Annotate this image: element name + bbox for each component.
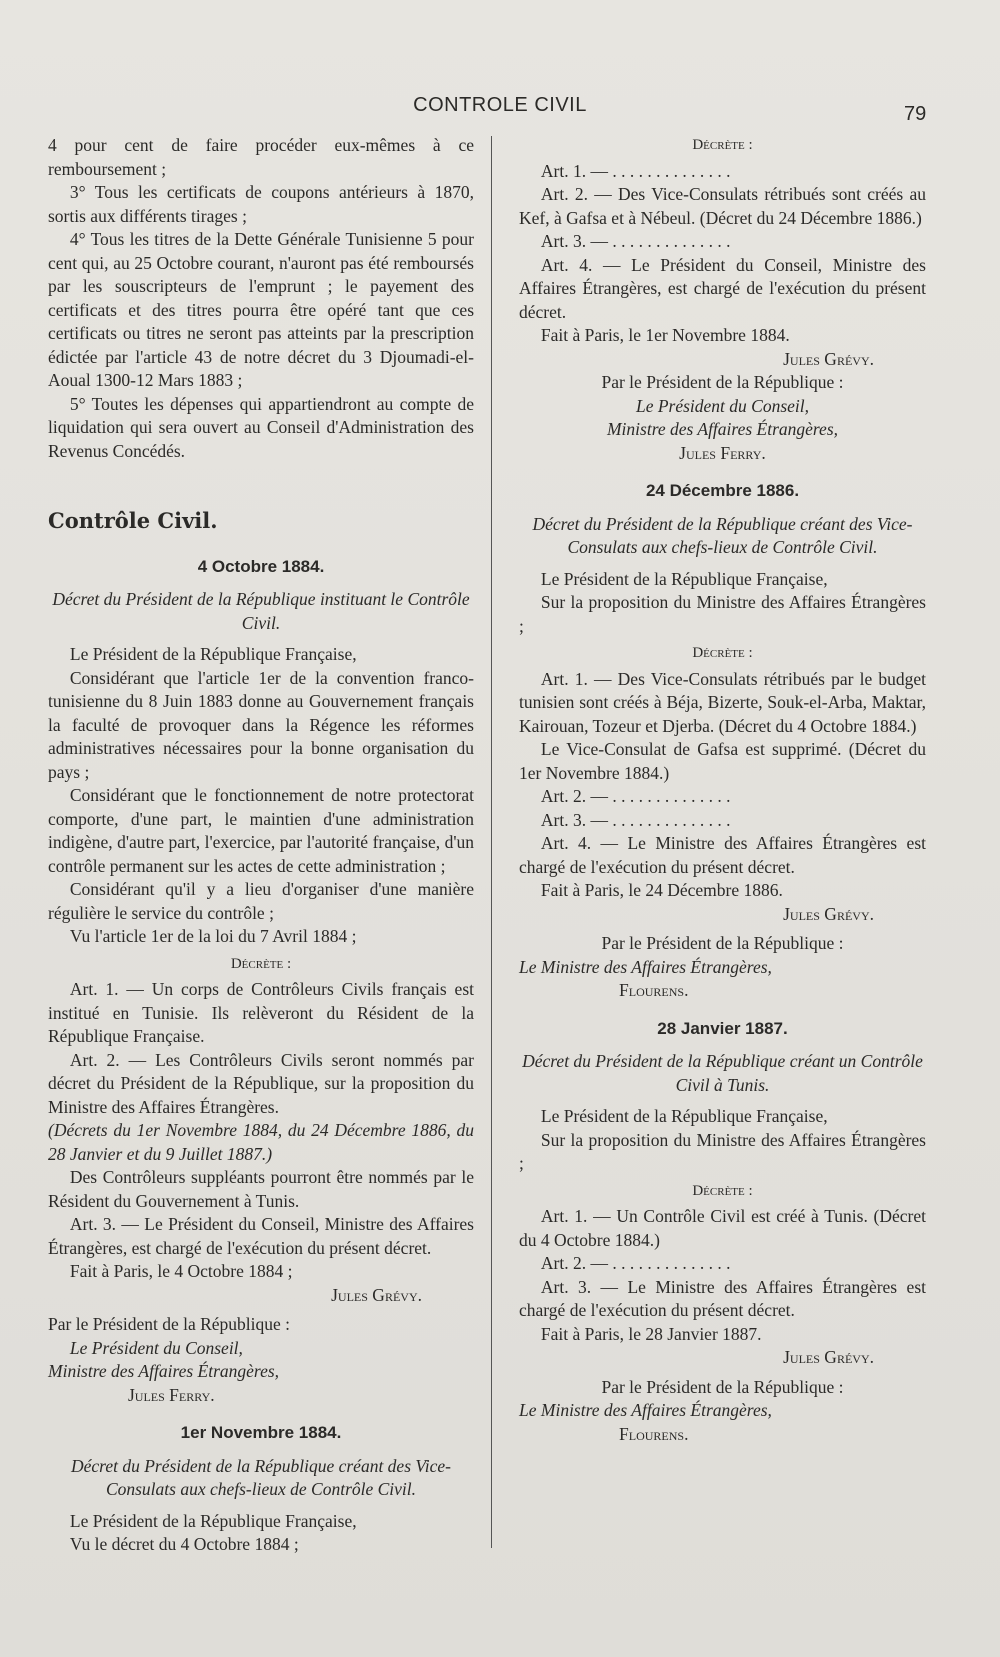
section-title: Contrôle Civil. <box>48 508 218 533</box>
decree-subtitle: Décret du Président de la République créant un Contrôle Civil à Tunis. <box>522 1051 923 1095</box>
paragraph: Vu l'article 1er de la loi du 7 Avril 1884 ; <box>69 926 357 946</box>
paragraph: Sur la proposition du Ministre des Affaires Étrangères ; <box>519 1129 926 1173</box>
left-column <box>48 134 474 1557</box>
signatory-role: Le Ministre des Affaires Étrangères, <box>519 956 772 977</box>
paragraph: 5° Toutes les dépenses qui appartiendront au compte de liquidation qui sera ouvert au Conseil d'Administration des Revenus Concédés. <box>48 393 474 461</box>
paragraph: Vu le décret du 4 Octobre 1884 ; <box>69 1534 299 1554</box>
decree-date: 24 Décembre 1886. <box>645 481 800 500</box>
signature: Flourens. <box>619 980 689 1000</box>
paragraph: Considérant qu'il y a lieu d'organiser d'une manière régulière le service du contrôle ; <box>48 879 474 923</box>
article: Art. 1. — Un Contrôle Civil est créé à Tunis. (Décret du 4 Octobre 1884.) <box>519 1206 926 1250</box>
dated-line: Fait à Paris, le 28 Janvier 1887. <box>540 1323 762 1344</box>
decree-subtitle: Décret du Président de la République créant des Vice-Consulats aux chefs-lieux de Contrôle Civil. <box>532 513 913 557</box>
decrete-heading: Décrète : <box>692 645 753 661</box>
paragraph: Par le Président de la République : <box>48 1314 291 1334</box>
article-reference: (Décrets du 1er Novembre 1884, du 24 Décembre 1886, du 28 Janvier et du 9 Juillet 1887.) <box>48 1120 474 1164</box>
signature: Jules Grévy. <box>783 1347 874 1367</box>
signature: Jules Grévy. <box>783 348 874 369</box>
decrete-heading: Décrète : <box>692 1182 753 1199</box>
paragraph: 4° Tous les titres de la Dette Générale Tunisienne 5 pour cent qui, au 25 Octobre courant, n'auront pas été remboursés par les souscripteurs de l'emprunt ; le payement des certificats et des titres pourra être opéré tant que ces certificats ou titres ne seront pas atteints par la prescription édictée par l'article 43 de notre décret du 3 Djoumadi-el-Aoual 1300-12 Mars 1883 ; <box>48 229 474 390</box>
paragraph: Le Président de la République Française, <box>540 568 828 589</box>
signatory-role: Ministre des Affaires Étrangères, <box>606 419 839 439</box>
paragraph: Le Président de la République Française, <box>540 1106 828 1126</box>
paragraph: Considérant que l'article 1er de la convention franco-tunisienne du 8 Juin 1883 donne au Gouvernement français la faculté de provoquer dans la Régence les réformes administratives nécessaires pour la bonne organisation du pays ; <box>48 667 474 782</box>
paragraph: Le Président de la République Française, <box>69 1510 357 1531</box>
article: Art. 2. — . . . . . . . . . . . . . . <box>540 786 731 806</box>
dated-line: Fait à Paris, le 4 Octobre 1884 ; <box>69 1261 293 1281</box>
paragraph: Par le Président de la République : <box>601 1376 844 1397</box>
article: Art. 1. — . . . . . . . . . . . . . . <box>540 160 731 181</box>
dated-line: Fait à Paris, le 24 Décembre 1886. <box>540 880 783 900</box>
paragraph: 3° Tous les certificats de coupons antérieurs à 1870, sortis aux différents tirages ; <box>48 182 474 226</box>
article: Art. 4. — Le Ministre des Affaires Étrangères est chargé de l'exécution du présent décret. <box>519 833 926 877</box>
signatory-role: Ministre des Affaires Étrangères, <box>48 1361 280 1381</box>
decrete-heading: Décrète : <box>692 137 753 153</box>
article: Art. 1. — Des Vice-Consulats rétribués par le budget tunisien sont créés à Béja, Bizerte, Souk-el-Arba, Maktar, Kairouan, Tozeur et Djerba. (Décret du 4 Octobre 1884.) <box>519 668 926 736</box>
decree-date: 1er Novembre 1884. <box>180 1423 342 1442</box>
decree-date: 28 Janvier 1887. <box>657 1018 788 1038</box>
article: Art. 4. — Le Président du Conseil, Ministre des Affaires Étrangères, est chargé de l'exécution du présent décret. <box>519 254 926 322</box>
article: Art. 2. — Des Vice-Consulats rétribués sont créés au Kef, à Gafsa et à Nébeul. (Décret du 24 Décembre 1886.) <box>519 184 926 228</box>
article: Art. 3. — . . . . . . . . . . . . . . <box>540 809 731 830</box>
column-divider <box>491 136 492 1548</box>
article: Art. 2. — . . . . . . . . . . . . . . <box>540 1253 731 1273</box>
paragraph: Des Contrôleurs suppléants pourront être nommés par le Résident du Gouvernement à Tunis. <box>48 1167 474 1211</box>
right-column <box>519 134 926 1446</box>
signature: Jules Grévy. <box>331 1284 422 1305</box>
article: Art. 2. — Les Contrôleurs Civils seront nommés par décret du Président de la République, sur la proposition du Ministre des Affaires Étrangères. <box>48 1049 474 1117</box>
running-title: CONTROLE CIVIL <box>413 94 587 116</box>
signature: Jules Ferry. <box>128 1384 215 1405</box>
article: Art. 1. — Un corps de Contrôleurs Civils français est institué en Tunisie. Ils relèveront du Résident de la République Française. <box>48 979 474 1046</box>
decree-subtitle: Décret du Président de la République instituant le Contrôle Civil. <box>52 589 470 633</box>
signatory-role: Le Président du Conseil, <box>69 1337 243 1358</box>
article: Art. 3. — Le Président du Conseil, Ministre des Affaires Étrangères, est chargé de l'exécution du présent décret. <box>48 1214 474 1258</box>
paragraph: 4 pour cent de faire procéder eux-mêmes à ce remboursement ; <box>48 135 474 179</box>
signature: Jules Grévy. <box>783 903 874 924</box>
article: Art. 3. — . . . . . . . . . . . . . . <box>540 231 731 251</box>
decree-date: 4 Octobre 1884. <box>197 556 325 576</box>
paragraph: Considérant que le fonctionnement de notre protectorat comporte, d'une part, le maintien d'une administration indigène, d'autre part, l'exercice, par l'autorité française, d'un contrôle permanent sur les actes de cette administration ; <box>48 785 474 876</box>
page-number: 79 <box>904 103 927 125</box>
signature: Jules Ferry. <box>679 442 766 463</box>
paragraph: Par le Président de la République : <box>601 933 844 953</box>
decrete-heading: Décrète : <box>230 955 292 972</box>
paragraph: Le Président de la République Française, <box>69 644 357 664</box>
paragraph: Sur la proposition du Ministre des Affaires Étrangères ; <box>519 592 926 636</box>
article: Art. 3. — Le Ministre des Affaires Étrangères est chargé de l'exécution du présent décret. <box>519 1276 926 1320</box>
dated-line: Fait à Paris, le 1er Novembre 1884. <box>540 325 790 345</box>
paragraph: Par le Président de la République : <box>601 372 844 392</box>
signatory-role: Le Président du Conseil, <box>635 395 810 416</box>
decree-subtitle: Décret du Président de la République créant des Vice-Consulats aux chefs-lieux de Contrôle Civil. <box>70 1455 451 1499</box>
signature: Flourens. <box>619 1423 689 1444</box>
paragraph: Le Vice-Consulat de Gafsa est supprimé. (Décret du 1er Novembre 1884.) <box>519 739 926 783</box>
signatory-role: Le Ministre des Affaires Étrangères, <box>519 1400 772 1420</box>
